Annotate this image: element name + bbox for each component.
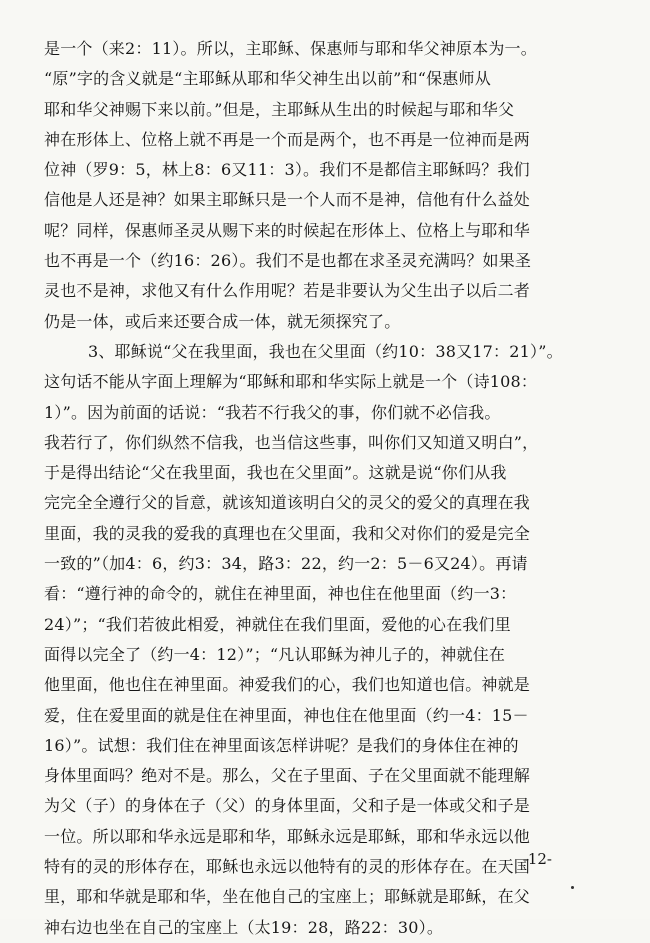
text-line: 1）”。因为前面的话说：“我若不行我父的事，你们就不必信我。 [44, 402, 501, 422]
text-line: 里，耶和华就是耶和华，坐在他自己的宝座上；耶稣就是耶稣，在父 [44, 887, 531, 907]
text-line: 于是得出结论“父在我里面，我也在父里面”。这就是说“你们从我 [44, 463, 507, 483]
text-line: 这句话不能从字面上理解为“耶稣和耶和华实际上就是一个（诗108： [44, 372, 538, 392]
text-line: 16）”。试想：我们住在神里面该怎样讲呢？是我们的身体住在神的 [44, 735, 519, 755]
page-number: -12- [522, 850, 552, 868]
text-line: 位神（罗9：5，林上8：6又11：3）。我们不是都信主耶稣吗？我们 [44, 160, 530, 180]
text-line: 呢？同样，保惠师圣灵从赐下来的时候起在形体上、位格上与耶和华 [44, 220, 531, 240]
text-line: 里面，我的灵我的爱我的真理也在父里面，我和父对你们的爱是完全 [44, 523, 531, 543]
text-line: 身体里面吗？绝对不是。那么，父在子里面、子在父里面就不能理解 [44, 766, 531, 786]
text-line: 面得以完全了（约一4：12）”；“凡认耶稣为神儿子的，神就住在 [44, 644, 506, 664]
text-line: 一致的”（加4：6，约3：34，路3：22，约一2：5－6又24）。再请 [44, 554, 528, 574]
text-line: 看：“遵行神的命令的，就住在神里面，神也住在他里面（约一3： [44, 584, 517, 604]
text-line: 我若行了，你们纵然不信我，也当信这些事，叫你们又知道又明白”， [44, 432, 539, 452]
text-line: 一位。所以耶和华永远是耶和华，耶稣永远是耶稣，耶和华永远以他 [44, 826, 531, 846]
text-line: 神右边也坐在自己的宝座上（太19：28，路22：30）。 [44, 917, 444, 937]
text-line: 完完全全遵行父的旨意，就该知道该明白父的灵父的爱父的真理在我 [44, 493, 531, 513]
text-line: 爱，住在爱里面的就是住在神里面，神也住在他里面（约一4：15－ [44, 705, 529, 725]
text-line: 他里面，他也住在神里面。神爱我们的心，我们也知道也信。神就是 [44, 675, 531, 695]
text-line: 是一个（来2：11）。所以，主耶稣、保惠师与耶和华父神原本为一。 [44, 39, 537, 58]
text-line: 神在形体上、位格上就不再是一个而是两个，也不再是一位神而是两 [44, 129, 531, 149]
text-line: 也不再是一个（约16：26）。我们不是也都在求圣灵充满吗？如果圣 [44, 251, 532, 271]
text-line: 耶和华父神赐下来以前。”但是，主耶稣从生出的时候起与耶和华父 [44, 99, 515, 119]
text-line: 仍是一体，或后来还要合成一体，就无须探究了。 [44, 311, 401, 331]
text-line: 24）”；“我们若彼此相爱，神就住在我们里面，爱他的心在我们里 [44, 614, 511, 634]
paragraph-start-line: 3、耶稣说“父在我里面，我也在父里面（约10：38又17：21）”。 [88, 341, 563, 361]
text-line: 信他是人还是神？如果主耶稣只是一个人而不是神，信他有什么益处 [44, 190, 531, 210]
text-line: 灵也不是神，求他又有什么作用呢？若是非要认为父生出子以后二者 [44, 281, 531, 301]
text-line: 特有的灵的形体存在，耶稣也永远以他特有的灵的形体存在。在天国 [44, 857, 531, 877]
body-text [44, 34, 620, 943]
text-line: “原”字的含义就是“主耶稣从耶和华父神生出以前”和“保惠师从 [44, 69, 491, 89]
scan-speck [571, 886, 574, 889]
text-line: 为父（子）的身体在子（父）的身体里面，父和子是一体或父和子是 [44, 796, 531, 816]
